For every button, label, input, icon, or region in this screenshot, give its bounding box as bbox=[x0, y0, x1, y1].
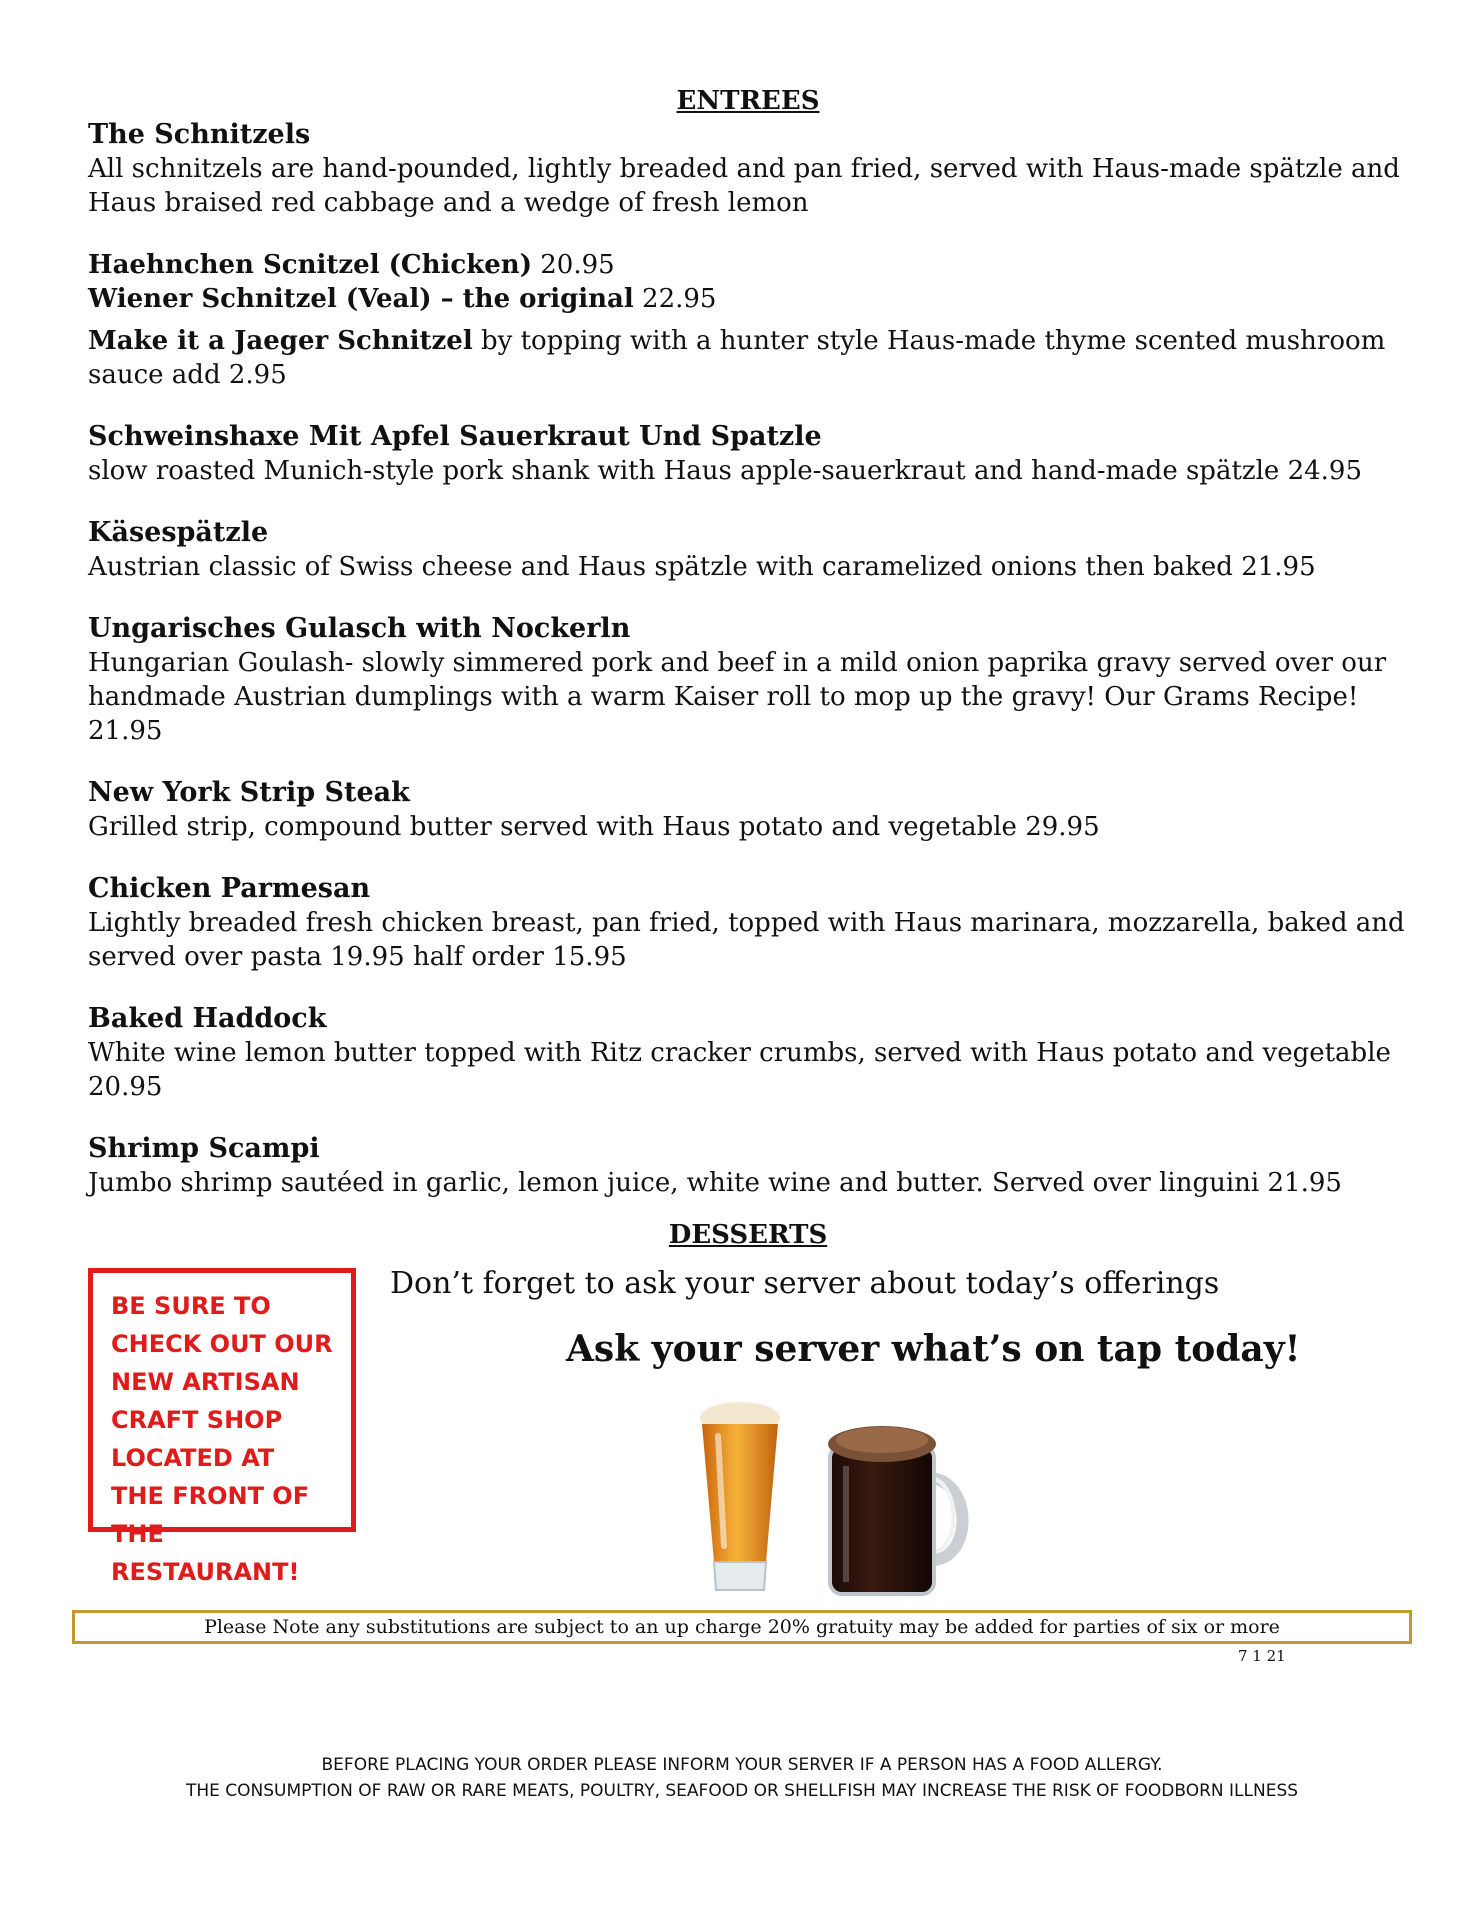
schnitzel-option bbox=[88, 282, 1408, 316]
tap-callout: Ask your server what’s on tap today! bbox=[566, 1328, 1301, 1370]
menu-item-name: Baked Haddock bbox=[88, 1003, 327, 1034]
menu-item bbox=[88, 516, 1408, 584]
menu-item-desc: Jumbo shrimp sautéed in garlic, lemon juice, white wine and butter. Served over linguini 21.95 bbox=[88, 1168, 1342, 1198]
substitution-note: Please Note any substitutions are subject to an up charge 20% gratuity may be added for parties of six or more bbox=[72, 1610, 1412, 1644]
menu-version: 7 1 21 bbox=[1238, 1647, 1286, 1665]
schnitzels-description: All schnitzels are hand-pounded, lightly breaded and pan fried, served with Haus-made spätzle and Haus braised red cabbage and a wedge of fresh lemon bbox=[88, 154, 1400, 218]
menu-item-desc: slow roasted Munich-style pork shank with Haus apple-sauerkraut and hand-made spätzle 24.95 bbox=[88, 456, 1362, 486]
menu-item-desc: Lightly breaded fresh chicken breast, pan fried, topped with Haus marinara, mozzarella, baked and served over pasta 19.95 half order 15.95 bbox=[88, 908, 1405, 972]
menu-item bbox=[88, 612, 1408, 748]
schnitzel-option-price: 22.95 bbox=[642, 284, 717, 314]
schnitzels-title: The Schnitzels bbox=[88, 119, 311, 150]
pint-glass-icon bbox=[700, 1402, 780, 1590]
jaeger-addon-desc: by topping with a hunter style Haus-made thyme scented mushroom sauce add 2.95 bbox=[88, 326, 1386, 390]
menu-item-name: Shrimp Scampi bbox=[88, 1133, 320, 1164]
menu-item bbox=[88, 1002, 1408, 1104]
menu-item bbox=[88, 1132, 1408, 1200]
menu-item bbox=[88, 420, 1408, 488]
menu-item-name: Käsespätzle bbox=[88, 517, 269, 548]
menu-item-desc: White wine lemon butter topped with Ritz cracker crumbs, served with Haus potato and vegetable 20.95 bbox=[88, 1038, 1391, 1102]
schnitzel-option-name: Wiener Schnitzel (Veal) – the original bbox=[88, 284, 634, 314]
jaeger-addon bbox=[88, 324, 1408, 392]
menu-item-name: New York Strip Steak bbox=[88, 777, 410, 808]
jaeger-addon-name: Make it a Jaeger Schnitzel bbox=[88, 326, 473, 356]
menu-item-name: Chicken Parmesan bbox=[88, 873, 371, 904]
beer-illustration bbox=[690, 1396, 1010, 1602]
allergy-line: BEFORE PLACING YOUR ORDER PLEASE INFORM YOUR SERVER IF A PERSON HAS A FOOD ALLERGY. bbox=[321, 1755, 1163, 1775]
schnitzel-option-price: 20.95 bbox=[540, 250, 615, 280]
entrees-heading: ENTREES bbox=[676, 86, 820, 116]
craft-shop-promo: BE SURE TO CHECK OUT OUR NEW ARTISAN CRAFT SHOP LOCATED AT THE FRONT OF THE RESTAURANT! bbox=[88, 1268, 356, 1532]
menu-item-name: Schweinshaxe Mit Apfel Sauerkraut Und Spatzle bbox=[88, 421, 822, 452]
menu-page bbox=[88, 84, 1408, 1252]
dessert-offer: Don’t forget to ask your server about today’s offerings bbox=[390, 1266, 1220, 1301]
schnitzel-option-name: Haehnchen Scnitzel (Chicken) bbox=[88, 250, 532, 280]
beer-mug-icon bbox=[828, 1426, 963, 1594]
schnitzel-option bbox=[88, 248, 1408, 282]
menu-item bbox=[88, 872, 1408, 974]
allergy-warning bbox=[0, 1752, 1484, 1804]
menu-item-desc: Hungarian Goulash- slowly simmered pork and beef in a mild onion paprika gravy served over our handmade Austrian dumplings with a warm Kaiser roll to mop up the gravy! Our Grams Recipe! 21.95 bbox=[88, 648, 1387, 746]
menu-item bbox=[88, 776, 1408, 844]
desserts-heading: DESSERTS bbox=[668, 1220, 828, 1250]
allergy-line: THE CONSUMPTION OF RAW OR RARE MEATS, POULTRY, SEAFOOD OR SHELLFISH MAY INCREASE THE RISK OF FOODBORN ILLNESS bbox=[185, 1781, 1299, 1801]
menu-item-name: Ungarisches Gulasch with Nockerln bbox=[88, 613, 631, 644]
menu-item-desc: Grilled strip, compound butter served with Haus potato and vegetable 29.95 bbox=[88, 812, 1100, 842]
menu-item-desc: Austrian classic of Swiss cheese and Haus spätzle with caramelized onions then baked 21.95 bbox=[88, 552, 1316, 582]
schnitzel-options bbox=[88, 248, 1408, 316]
